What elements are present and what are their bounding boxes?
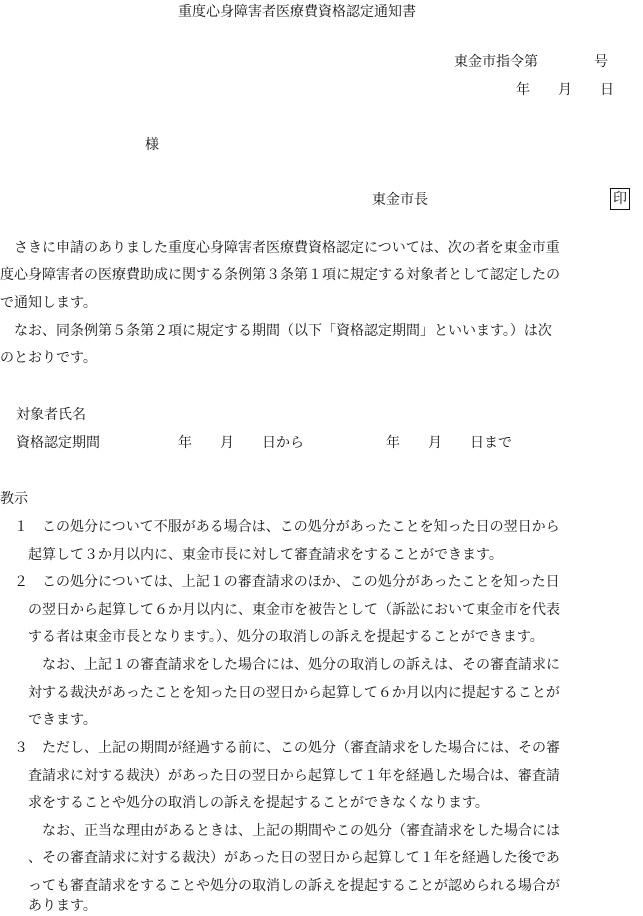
instruction-line: できます。	[0, 712, 97, 728]
body-line: なお、同条例第５条第２項に規定する期間（以下「資格認定期間」といいます。）は次	[0, 323, 552, 339]
body-line: のとおりです。	[0, 350, 97, 366]
instruction-line: ２ この処分については、上記１の審査請求のほか、この処分があったことを知った日	[0, 574, 560, 590]
period-label: 資格認定期間	[16, 435, 100, 451]
subject-name-label: 対象者氏名	[16, 407, 86, 423]
addressee-honorific: 様	[145, 137, 159, 153]
body-line: 度心身障害者の医療費助成に関する条例第３条第１項に規定する対象者として認定したの	[0, 267, 560, 283]
document-title: 重度心身障害者医療費資格認定通知書	[178, 4, 416, 20]
instruction-line: 起算して３か月以内に、東金市長に対して審査請求をすることができます。	[0, 547, 503, 563]
instruction-line: の翌日から起算して６か月以内に、東金市を被告として（訴訟において東金市を代表	[0, 602, 560, 618]
instruction-line: １ この処分について不服がある場合は、この処分があったことを知った日の翌日から	[0, 519, 560, 535]
body-line: さきに申請のありました重度心身障害者医療費資格認定については、次の者を東金市重	[0, 240, 560, 256]
reference-number: 東金市指令第 号	[454, 54, 608, 70]
instruction-line: あります。	[0, 898, 97, 914]
seal-stamp: 印	[610, 188, 630, 210]
instruction-line: っても審査請求をすることや処分の取消しの訴えを提起することが認められる場合が	[0, 878, 560, 894]
instruction-line: なお、正当な理由があるときは、上記の期間やこの処分（審査請求をした場合には	[0, 823, 560, 839]
instructions-heading: 教示	[0, 491, 28, 507]
instruction-line: なお、上記１の審査請求をした場合には、処分の取消しの訴えは、その審査請求に	[0, 657, 560, 673]
instruction-line: 求をすることや処分の取消しの訴えを提起することができなくなります。	[0, 795, 489, 811]
instruction-line: ３ ただし、上記の期間が経過する前に、この処分（審査請求をした場合には、その審	[0, 740, 560, 756]
instruction-line: する者は東金市長となります。）、処分の取消しの訴えを提起することができます。	[0, 629, 544, 645]
instruction-line: 対する裁決があったことを知った日の翌日から起算して６か月以内に提起することが	[0, 685, 560, 701]
period-from: 年 月 日から	[178, 435, 304, 451]
issue-date: 年 月 日	[516, 82, 614, 98]
issuer-name: 東金市長	[372, 192, 428, 208]
instruction-line: 、その審査請求に対する裁決）があった日の翌日から起算して１年を経過した後であ	[0, 850, 560, 866]
body-line: で通知します。	[0, 295, 97, 311]
period-to: 年 月 日まで	[386, 435, 512, 451]
instruction-line: 査請求に対する裁決）があった日の翌日から起算して１年を経過した場合は、審査請	[0, 768, 560, 784]
